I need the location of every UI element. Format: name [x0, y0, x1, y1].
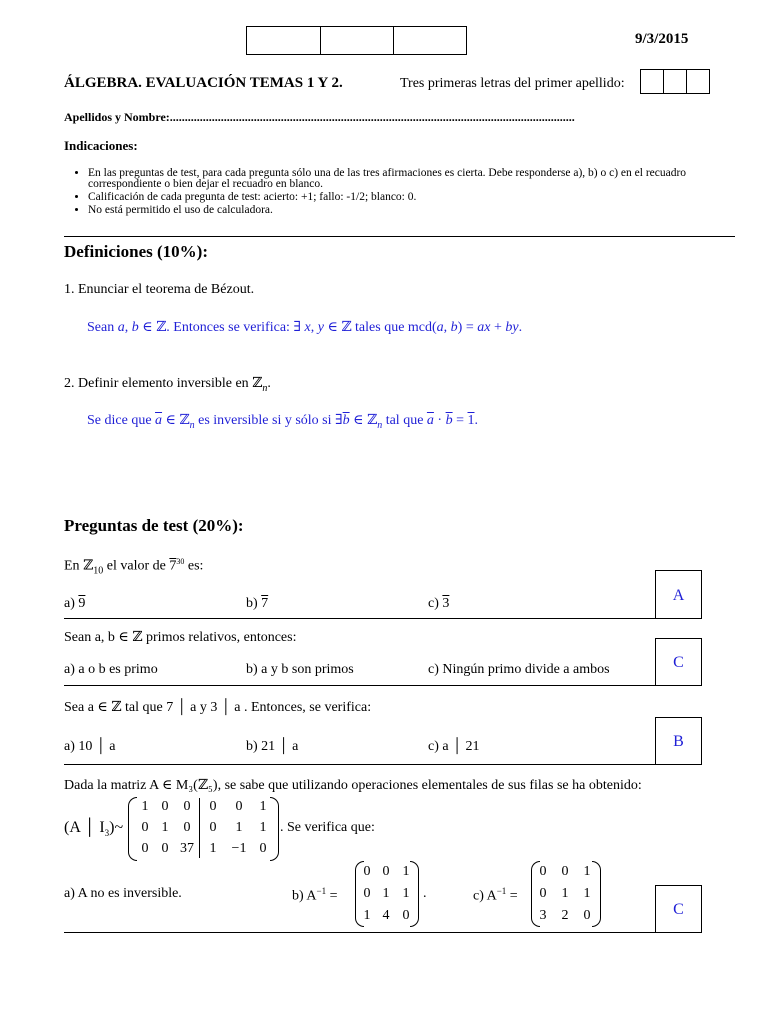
test-question-1-stem: En ℤ$_{10}$ el valor de $7^{30}$ es:: [64, 557, 204, 577]
test-q2-option-a: a) a o b es primo: [64, 662, 158, 677]
indications-heading: Indicaciones:: [64, 138, 138, 153]
matrix-cell: 3: [539, 908, 547, 923]
matrix-cell: −1: [231, 841, 247, 856]
question-divider: [64, 618, 655, 619]
test-q4-option-a: a) A no es inversible.: [64, 886, 182, 901]
definitions-heading: Definiciones (10%):: [64, 242, 209, 261]
surname-letter-divider: [663, 69, 664, 94]
test-q2-option-b: b) a y b son primos: [246, 662, 354, 677]
matrix-cell: 0: [161, 841, 169, 856]
matrix-cell: 1: [583, 864, 591, 879]
test-question-4-stem: Dada la matriz A ∈ M₃(ℤ₅), se sabe que utilizando operaciones elementales de sus filas se ha obtenido:: [64, 778, 642, 793]
matrix-cell: 1: [402, 864, 410, 879]
augmented-divider: [199, 798, 200, 858]
matrix-cell: 0: [209, 799, 217, 814]
definition-question-2: 2. Definir elemento inversible en ℤ$_n$.: [64, 376, 271, 394]
test-q1-option-a: a) 9: [64, 596, 86, 611]
definition-question-1: 1. Enunciar el teorema de Bézout.: [64, 282, 255, 297]
matrix-cell: 1: [363, 908, 371, 923]
q4-verify-text: . Se verifica que:: [280, 820, 375, 835]
indication-item: • No está permitido el uso de calculadora.: [88, 205, 748, 216]
indication-item: • Calificación de cada pregunta de test: acierto: +1; fallo: -1/2; blanco: 0.: [88, 192, 748, 203]
matrix-cell: 1: [235, 820, 243, 835]
test-heading: Preguntas de test (20%):: [64, 516, 244, 535]
exam-code-divider: [393, 26, 394, 55]
indication-item: • En las preguntas de test, para cada pregunta sólo una de las tres afirmaciones es cierta. Debe responderse a), b) o c) en el recuadro correspondiente o bien dejar el recuadro en blanco.: [88, 168, 748, 190]
matrix-cell: 1: [259, 820, 267, 835]
matrix-cell: 37: [180, 841, 194, 856]
exam-code-divider: [320, 26, 321, 55]
matrix-cell: 1: [402, 886, 410, 901]
surname-letter-divider: [686, 69, 687, 94]
matrix-cell: 0: [141, 841, 149, 856]
matrix-cell: 0: [183, 799, 191, 814]
indications-list: [64, 168, 748, 218]
matrix-cell: 0: [209, 820, 217, 835]
definition-answer-1: Sean a, b ∈ ℤ. Entonces se verifica: ∃ x, y ∈ ℤ tales que mcd(a, b) = ax + by.: [87, 320, 523, 335]
test-q1-answer-box[interactable]: A: [655, 570, 702, 619]
matrix-cell: 0: [363, 864, 371, 879]
section-divider: [64, 236, 735, 237]
matrix-cell: 0: [583, 908, 591, 923]
matrix-cell: 1: [583, 886, 591, 901]
test-q1-option-b: b) 7: [246, 596, 269, 611]
matrix-cell: 1: [259, 799, 267, 814]
question-divider: [64, 764, 655, 765]
exam-date: 9/3/2015: [635, 31, 689, 47]
test-q3-option-a: a) 10 │ a: [64, 739, 116, 754]
test-question-3-stem: Sea a ∈ ℤ tal que 7 │ a y 3 │ a . Entonces, se verifica:: [64, 700, 372, 715]
test-q3-option-c: c) a │ 21: [428, 739, 480, 754]
test-q1-option-c: c) 3: [428, 596, 450, 611]
matrix-cell: 1: [561, 886, 569, 901]
test-q4-option-b-label: b) $A^{-1}$ =: [292, 886, 338, 904]
matrix-cell: 0: [382, 864, 390, 879]
matrix-cell: 0: [259, 841, 267, 856]
test-q2-answer-box[interactable]: C: [655, 638, 702, 686]
matrix-cell: 0: [235, 799, 243, 814]
surname-prompt: Tres primeras letras del primer apellido:: [400, 76, 625, 91]
exam-code-box: [246, 26, 467, 55]
matrix-cell: 1: [161, 820, 169, 835]
matrix-cell: 0: [161, 799, 169, 814]
matrix-cell: 0: [539, 864, 547, 879]
surname-letters-box[interactable]: [640, 69, 710, 94]
matrix-cell: 0: [561, 864, 569, 879]
matrix-cell: 0: [141, 820, 149, 835]
matrix-cell: 1: [141, 799, 149, 814]
definition-answer-2: Se dice que $\overline{a}$ ∈ ℤ$_n$ es inversible si y sólo si $\exists\overline{b}$ ∈ ℤ$_n$ tal que $\overline{a} \cdot \overline{b} = 1$.: [87, 413, 478, 431]
name-line: Apellidos y Nombre:.......................................................................................................................................: [64, 110, 575, 124]
matrix-cell: 4: [382, 908, 390, 923]
exam-title: ÁLGEBRA. EVALUACIÓN TEMAS 1 Y 2.: [64, 75, 343, 91]
question-divider: [64, 685, 655, 686]
test-question-2-stem: Sean a, b ∈ ℤ primos relativos, entonces:: [64, 630, 297, 645]
matrix-cell: 2: [561, 908, 569, 923]
test-q4-option-c-label: c) $A^{-1}$ =: [473, 886, 518, 904]
test-q4-answer-box[interactable]: C: [655, 885, 702, 933]
matrix-cell: 0: [539, 886, 547, 901]
matrix-cell: 1: [209, 841, 217, 856]
option-b-period: .: [423, 886, 427, 901]
test-q3-answer-box[interactable]: B: [655, 717, 702, 765]
test-q3-option-b: b) 21 │ a: [246, 739, 299, 754]
matrix-cell: 0: [402, 908, 410, 923]
matrix-cell: 0: [363, 886, 371, 901]
matrix-cell: 1: [382, 886, 390, 901]
augmented-lhs: (A │ $I_3)\sim$: [64, 819, 124, 839]
matrix-cell: 0: [183, 820, 191, 835]
question-divider: [64, 932, 655, 933]
test-q2-option-c: c) Ningún primo divide a ambos: [428, 662, 610, 677]
